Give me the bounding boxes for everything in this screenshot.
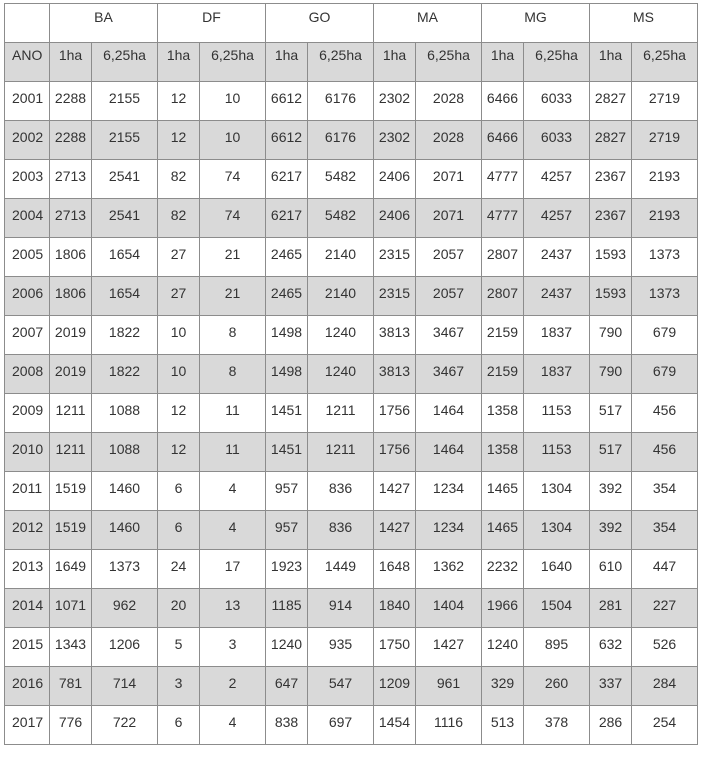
value-cell: 354: [632, 472, 698, 511]
value-cell: 1362: [416, 550, 482, 589]
value-cell: 1451: [266, 433, 308, 472]
value-cell: 1648: [374, 550, 416, 589]
value-cell: 1923: [266, 550, 308, 589]
value-cell: 1304: [524, 511, 590, 550]
value-cell: 6612: [266, 121, 308, 160]
value-cell: 6176: [308, 121, 374, 160]
area-1ha-header: 1ha: [158, 43, 200, 82]
table-row: [5, 706, 698, 745]
value-cell: 2232: [482, 550, 524, 589]
value-cell: 1373: [632, 277, 698, 316]
value-cell: 2719: [632, 121, 698, 160]
value-cell: 2541: [92, 199, 158, 238]
value-cell: 1593: [590, 277, 632, 316]
value-cell: 547: [308, 667, 374, 706]
value-cell: 2155: [92, 82, 158, 121]
value-cell: 10: [158, 316, 200, 355]
value-cell: 13: [200, 589, 266, 628]
value-cell: 513: [482, 706, 524, 745]
value-cell: 1756: [374, 394, 416, 433]
value-cell: 10: [200, 82, 266, 121]
value-cell: 74: [200, 199, 266, 238]
value-cell: 838: [266, 706, 308, 745]
value-cell: 2288: [50, 121, 92, 160]
value-cell: 1465: [482, 511, 524, 550]
value-cell: 27: [158, 277, 200, 316]
year-cell: 2004: [5, 199, 50, 238]
value-cell: 1234: [416, 472, 482, 511]
year-cell: 2013: [5, 550, 50, 589]
value-cell: 392: [590, 472, 632, 511]
year-cell: 2016: [5, 667, 50, 706]
value-cell: 2719: [632, 82, 698, 121]
value-cell: 1451: [266, 394, 308, 433]
year-cell: 2001: [5, 82, 50, 121]
value-cell: 12: [158, 121, 200, 160]
value-cell: 3: [158, 667, 200, 706]
value-cell: 284: [632, 667, 698, 706]
value-cell: 1498: [266, 316, 308, 355]
year-cell: 2014: [5, 589, 50, 628]
value-cell: 6466: [482, 82, 524, 121]
value-cell: 1837: [524, 355, 590, 394]
value-cell: 2071: [416, 199, 482, 238]
value-cell: 961: [416, 667, 482, 706]
value-cell: 1116: [416, 706, 482, 745]
value-cell: 2028: [416, 82, 482, 121]
value-cell: 647: [266, 667, 308, 706]
value-cell: 4257: [524, 199, 590, 238]
value-cell: 4777: [482, 199, 524, 238]
value-cell: 6217: [266, 199, 308, 238]
value-cell: 1343: [50, 628, 92, 667]
value-cell: 5482: [308, 160, 374, 199]
value-cell: 1088: [92, 433, 158, 472]
value-cell: 74: [200, 160, 266, 199]
table-row: [5, 667, 698, 706]
value-cell: 1185: [266, 589, 308, 628]
value-cell: 679: [632, 355, 698, 394]
table-row: [5, 394, 698, 433]
value-cell: 5482: [308, 199, 374, 238]
year-cell: 2006: [5, 277, 50, 316]
table-row: [5, 121, 698, 160]
value-cell: 2: [200, 667, 266, 706]
table-row: [5, 160, 698, 199]
value-cell: 1211: [50, 433, 92, 472]
state-header-row: [5, 4, 698, 43]
area-625ha-header: 6,25ha: [524, 43, 590, 82]
value-cell: 1206: [92, 628, 158, 667]
value-cell: 1519: [50, 472, 92, 511]
value-cell: 6033: [524, 82, 590, 121]
value-cell: 962: [92, 589, 158, 628]
value-cell: 8: [200, 355, 266, 394]
area-625ha-header: 6,25ha: [632, 43, 698, 82]
year-cell: 2008: [5, 355, 50, 394]
value-cell: 6033: [524, 121, 590, 160]
value-cell: 895: [524, 628, 590, 667]
value-cell: 1806: [50, 277, 92, 316]
value-cell: 2713: [50, 199, 92, 238]
table-row: [5, 550, 698, 589]
value-cell: 1840: [374, 589, 416, 628]
value-cell: 1460: [92, 511, 158, 550]
value-cell: 21: [200, 238, 266, 277]
value-cell: 1593: [590, 238, 632, 277]
value-cell: 714: [92, 667, 158, 706]
table-row: [5, 355, 698, 394]
area-1ha-header: 1ha: [482, 43, 524, 82]
value-cell: 2315: [374, 277, 416, 316]
value-cell: 2367: [590, 160, 632, 199]
year-cell: 2002: [5, 121, 50, 160]
value-cell: 1240: [308, 316, 374, 355]
value-cell: 722: [92, 706, 158, 745]
year-cell: 2017: [5, 706, 50, 745]
value-cell: 1806: [50, 238, 92, 277]
value-cell: 2071: [416, 160, 482, 199]
table-row: [5, 277, 698, 316]
state-header: GO: [266, 4, 374, 43]
value-cell: 1427: [374, 511, 416, 550]
area-1ha-header: 1ha: [266, 43, 308, 82]
value-cell: 17: [200, 550, 266, 589]
state-header: BA: [50, 4, 158, 43]
value-cell: 790: [590, 316, 632, 355]
area-1ha-header: 1ha: [590, 43, 632, 82]
value-cell: 1465: [482, 472, 524, 511]
value-cell: 1504: [524, 589, 590, 628]
value-cell: 1427: [374, 472, 416, 511]
value-cell: 1519: [50, 511, 92, 550]
table-row: [5, 316, 698, 355]
year-cell: 2007: [5, 316, 50, 355]
value-cell: 781: [50, 667, 92, 706]
state-header: MA: [374, 4, 482, 43]
value-cell: 82: [158, 160, 200, 199]
value-cell: 1464: [416, 394, 482, 433]
value-cell: 790: [590, 355, 632, 394]
year-cell: 2010: [5, 433, 50, 472]
table-row: [5, 433, 698, 472]
value-cell: 2159: [482, 316, 524, 355]
value-cell: 2465: [266, 238, 308, 277]
value-cell: 1234: [416, 511, 482, 550]
value-cell: 27: [158, 238, 200, 277]
value-cell: 2193: [632, 199, 698, 238]
value-cell: 1209: [374, 667, 416, 706]
value-cell: 632: [590, 628, 632, 667]
value-cell: 836: [308, 511, 374, 550]
value-cell: 6612: [266, 82, 308, 121]
table-row: [5, 472, 698, 511]
area-625ha-header: 6,25ha: [200, 43, 266, 82]
value-cell: 20: [158, 589, 200, 628]
value-cell: 11: [200, 394, 266, 433]
value-cell: 2541: [92, 160, 158, 199]
value-cell: 1822: [92, 316, 158, 355]
value-cell: 610: [590, 550, 632, 589]
value-cell: 447: [632, 550, 698, 589]
value-cell: 1654: [92, 277, 158, 316]
value-cell: 1304: [524, 472, 590, 511]
value-cell: 227: [632, 589, 698, 628]
value-cell: 517: [590, 394, 632, 433]
value-cell: 1071: [50, 589, 92, 628]
value-cell: 2302: [374, 82, 416, 121]
value-cell: 6: [158, 706, 200, 745]
value-cell: 1358: [482, 394, 524, 433]
value-cell: 1240: [266, 628, 308, 667]
value-cell: 11: [200, 433, 266, 472]
value-cell: 82: [158, 199, 200, 238]
area-625ha-header: 6,25ha: [92, 43, 158, 82]
value-cell: 10: [158, 355, 200, 394]
value-cell: 21: [200, 277, 266, 316]
data-table: [4, 3, 698, 745]
value-cell: 24: [158, 550, 200, 589]
value-cell: 679: [632, 316, 698, 355]
value-cell: 1153: [524, 433, 590, 472]
value-cell: 2302: [374, 121, 416, 160]
value-cell: 4: [200, 511, 266, 550]
value-cell: 1240: [482, 628, 524, 667]
value-cell: 1464: [416, 433, 482, 472]
value-cell: 1211: [308, 394, 374, 433]
value-cell: 6: [158, 472, 200, 511]
value-cell: 1454: [374, 706, 416, 745]
value-cell: 2827: [590, 121, 632, 160]
value-cell: 8: [200, 316, 266, 355]
value-cell: 2406: [374, 160, 416, 199]
value-cell: 2713: [50, 160, 92, 199]
corner-cell: [5, 4, 50, 43]
value-cell: 286: [590, 706, 632, 745]
table-row: [5, 199, 698, 238]
value-cell: 2367: [590, 199, 632, 238]
state-header: MG: [482, 4, 590, 43]
value-cell: 2140: [308, 277, 374, 316]
value-cell: 836: [308, 472, 374, 511]
value-cell: 1211: [50, 394, 92, 433]
value-cell: 1966: [482, 589, 524, 628]
value-cell: 281: [590, 589, 632, 628]
value-cell: 392: [590, 511, 632, 550]
value-cell: 1654: [92, 238, 158, 277]
value-cell: 776: [50, 706, 92, 745]
value-cell: 914: [308, 589, 374, 628]
year-cell: 2005: [5, 238, 50, 277]
table-row: [5, 238, 698, 277]
value-cell: 526: [632, 628, 698, 667]
value-cell: 456: [632, 394, 698, 433]
value-cell: 2028: [416, 121, 482, 160]
state-header: DF: [158, 4, 266, 43]
year-cell: 2003: [5, 160, 50, 199]
value-cell: 2019: [50, 316, 92, 355]
area-1ha-header: 1ha: [374, 43, 416, 82]
value-cell: 1240: [308, 355, 374, 394]
value-cell: 3467: [416, 355, 482, 394]
value-cell: 4: [200, 472, 266, 511]
value-cell: 1404: [416, 589, 482, 628]
value-cell: 1449: [308, 550, 374, 589]
area-625ha-header: 6,25ha: [308, 43, 374, 82]
value-cell: 12: [158, 433, 200, 472]
value-cell: 2465: [266, 277, 308, 316]
value-cell: 2057: [416, 277, 482, 316]
value-cell: 1837: [524, 316, 590, 355]
year-cell: 2009: [5, 394, 50, 433]
value-cell: 2155: [92, 121, 158, 160]
value-cell: 2288: [50, 82, 92, 121]
value-cell: 2807: [482, 238, 524, 277]
area-625ha-header: 6,25ha: [416, 43, 482, 82]
value-cell: 1756: [374, 433, 416, 472]
value-cell: 1460: [92, 472, 158, 511]
value-cell: 4: [200, 706, 266, 745]
value-cell: 1211: [308, 433, 374, 472]
value-cell: 3813: [374, 316, 416, 355]
year-cell: 2015: [5, 628, 50, 667]
state-header: MS: [590, 4, 698, 43]
value-cell: 1358: [482, 433, 524, 472]
value-cell: 6466: [482, 121, 524, 160]
value-cell: 1498: [266, 355, 308, 394]
value-cell: 1088: [92, 394, 158, 433]
value-cell: 6: [158, 511, 200, 550]
table-row: [5, 511, 698, 550]
value-cell: 12: [158, 82, 200, 121]
value-cell: 329: [482, 667, 524, 706]
value-cell: 3467: [416, 316, 482, 355]
value-cell: 2193: [632, 160, 698, 199]
value-cell: 697: [308, 706, 374, 745]
value-cell: 2140: [308, 238, 374, 277]
value-cell: 254: [632, 706, 698, 745]
table-row: [5, 589, 698, 628]
area-1ha-header: 1ha: [50, 43, 92, 82]
value-cell: 4257: [524, 160, 590, 199]
table-row: [5, 628, 698, 667]
value-cell: 1640: [524, 550, 590, 589]
value-cell: 2827: [590, 82, 632, 121]
value-cell: 2807: [482, 277, 524, 316]
value-cell: 2057: [416, 238, 482, 277]
value-cell: 6217: [266, 160, 308, 199]
value-cell: 1427: [416, 628, 482, 667]
value-cell: 354: [632, 511, 698, 550]
value-cell: 2159: [482, 355, 524, 394]
value-cell: 3: [200, 628, 266, 667]
value-cell: 5: [158, 628, 200, 667]
value-cell: 957: [266, 511, 308, 550]
year-cell: 2011: [5, 472, 50, 511]
value-cell: 2437: [524, 277, 590, 316]
value-cell: 1373: [92, 550, 158, 589]
value-cell: 12: [158, 394, 200, 433]
value-cell: 260: [524, 667, 590, 706]
value-cell: 6176: [308, 82, 374, 121]
value-cell: 1649: [50, 550, 92, 589]
value-cell: 2315: [374, 238, 416, 277]
value-cell: 1822: [92, 355, 158, 394]
value-cell: 2406: [374, 199, 416, 238]
value-cell: 10: [200, 121, 266, 160]
year-column-header: ANO: [5, 43, 50, 82]
value-cell: 2437: [524, 238, 590, 277]
value-cell: 378: [524, 706, 590, 745]
value-cell: 2019: [50, 355, 92, 394]
value-cell: 935: [308, 628, 374, 667]
value-cell: 517: [590, 433, 632, 472]
table-row: [5, 82, 698, 121]
value-cell: 1373: [632, 238, 698, 277]
value-cell: 1750: [374, 628, 416, 667]
value-cell: 4777: [482, 160, 524, 199]
subheader-row: [5, 43, 698, 82]
value-cell: 957: [266, 472, 308, 511]
value-cell: 456: [632, 433, 698, 472]
value-cell: 337: [590, 667, 632, 706]
year-cell: 2012: [5, 511, 50, 550]
value-cell: 3813: [374, 355, 416, 394]
value-cell: 1153: [524, 394, 590, 433]
